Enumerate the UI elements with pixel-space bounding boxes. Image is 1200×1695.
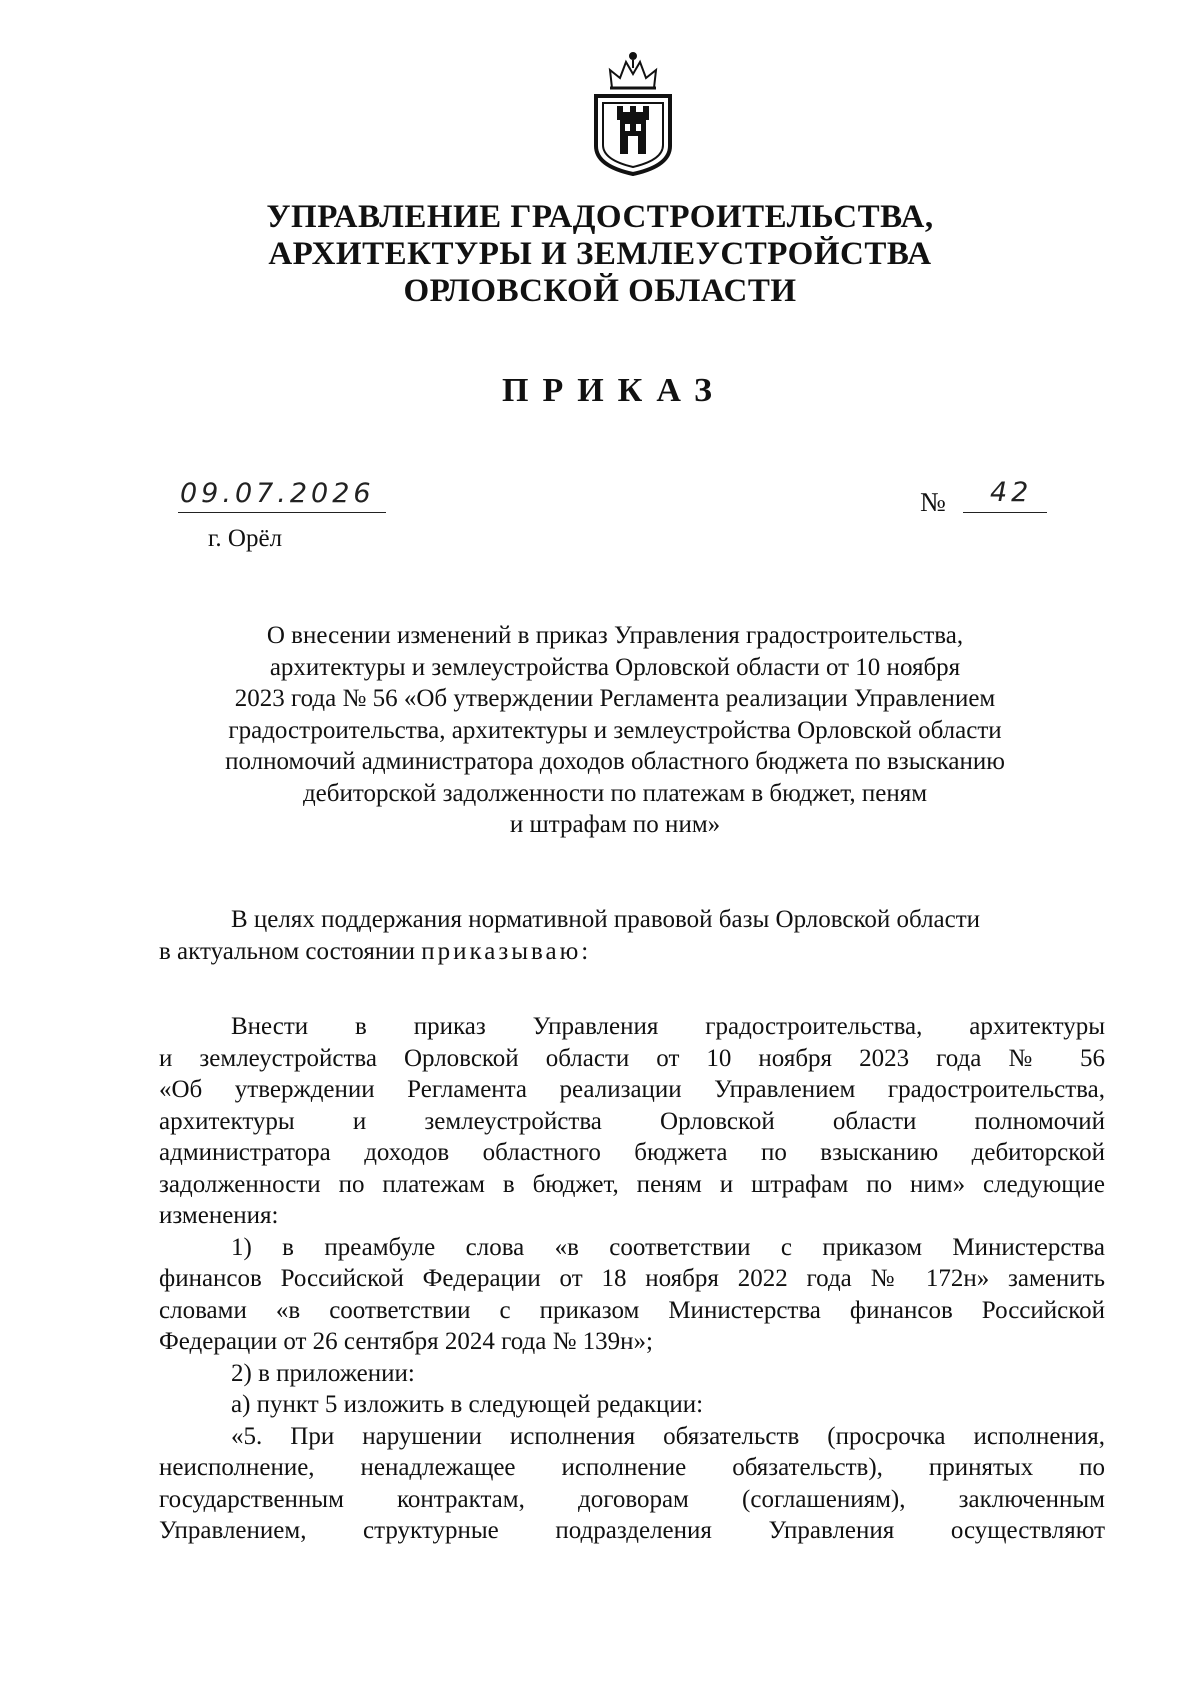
body-line: Федерации от 26 сентября 2024 года № 139н»; bbox=[159, 1328, 654, 1355]
order-subject bbox=[150, 620, 1080, 841]
number-sign: № bbox=[920, 487, 946, 517]
body-line: и землеустройства Орловской области от 10 ноября 2023 года № 56 bbox=[159, 1044, 1105, 1072]
body-line: Управлением, структурные подразделения Управления осуществляют bbox=[159, 1517, 1105, 1544]
body-line: администратора доходов областного бюджета по взысканию дебиторской bbox=[159, 1139, 1105, 1166]
coat-of-arms-emblem bbox=[590, 48, 676, 178]
subject-line: 2023 года № 56 «Об утверждении Регламента реализации Управлением bbox=[234, 685, 996, 712]
body-line: а) пункт 5 изложить в следующей редакции: bbox=[231, 1391, 704, 1418]
org-name-line-2: АРХИТЕКТУРЫ И ЗЕМЛЕУСТРОЙСТВА bbox=[268, 236, 932, 272]
handwritten-date: 09.07.2026 bbox=[180, 478, 375, 509]
city-label: г. Орёл bbox=[208, 525, 283, 552]
org-name-line-1: УПРАВЛЕНИЕ ГРАДОСТРОИТЕЛЬСТВА, bbox=[266, 199, 934, 235]
order-body bbox=[159, 1011, 1105, 1547]
preamble bbox=[159, 904, 1105, 967]
preamble-line bbox=[159, 936, 1105, 968]
subject-line: архитектуры и землеустройства Орловской области от 10 ноября bbox=[269, 653, 961, 681]
body-line: финансов Российской Федерации от 18 ноября 2022 года № 172н» заменить bbox=[159, 1265, 1105, 1292]
date-underline bbox=[178, 512, 386, 513]
subject-line: полномочий администратора доходов областного бюджета по взысканию bbox=[225, 748, 1005, 775]
body-line: 2) в приложении: bbox=[231, 1359, 415, 1387]
order-verb: приказываю: bbox=[421, 937, 592, 965]
subject-line: градостроительства, архитектуры и землеустройства Орловской области bbox=[228, 716, 1002, 744]
body-line: задолженности по платежам в бюджет, пеням и штрафам по ним» следующие bbox=[159, 1170, 1105, 1198]
preamble-text: в актуальном состоянии bbox=[159, 937, 422, 965]
handwritten-order-number: 42 bbox=[990, 477, 1033, 508]
preamble-line: В целях поддержания нормативной правовой базы Орловской области bbox=[231, 906, 981, 933]
body-line: «5. При нарушении исполнения обязательств (просрочка исполнения, bbox=[231, 1422, 1105, 1450]
subject-line: О внесении изменений в приказ Управления градостроительства, bbox=[266, 622, 964, 649]
body-line: 1) в преамбуле слова «в соответствии с приказом Министерства bbox=[231, 1233, 1105, 1261]
number-underline bbox=[963, 512, 1047, 513]
body-line: государственным контрактам, договорам (соглашениям), заключенным bbox=[159, 1485, 1105, 1513]
body-line: Внести в приказ Управления градостроительства, архитектуры bbox=[231, 1013, 1105, 1040]
body-line: «Об утверждении Регламента реализации Управлением градостроительства, bbox=[159, 1076, 1105, 1103]
org-name-line-3: ОРЛОВСКОЙ ОБЛАСТИ bbox=[403, 273, 797, 309]
body-line: неисполнение, ненадлежащее исполнение обязательств), принятых по bbox=[159, 1454, 1105, 1481]
document-type-title: ПРИКАЗ bbox=[502, 372, 726, 409]
body-line: изменения: bbox=[159, 1202, 279, 1229]
body-line: словами «в соответствии с приказом Министерства финансов Российской bbox=[159, 1296, 1105, 1324]
subject-line: дебиторской задолженности по платежам в бюджет, пеням bbox=[302, 779, 928, 807]
subject-line: и штрафам по ним» bbox=[509, 811, 721, 838]
body-line: архитектуры и землеустройства Орловской области полномочий bbox=[159, 1107, 1105, 1135]
